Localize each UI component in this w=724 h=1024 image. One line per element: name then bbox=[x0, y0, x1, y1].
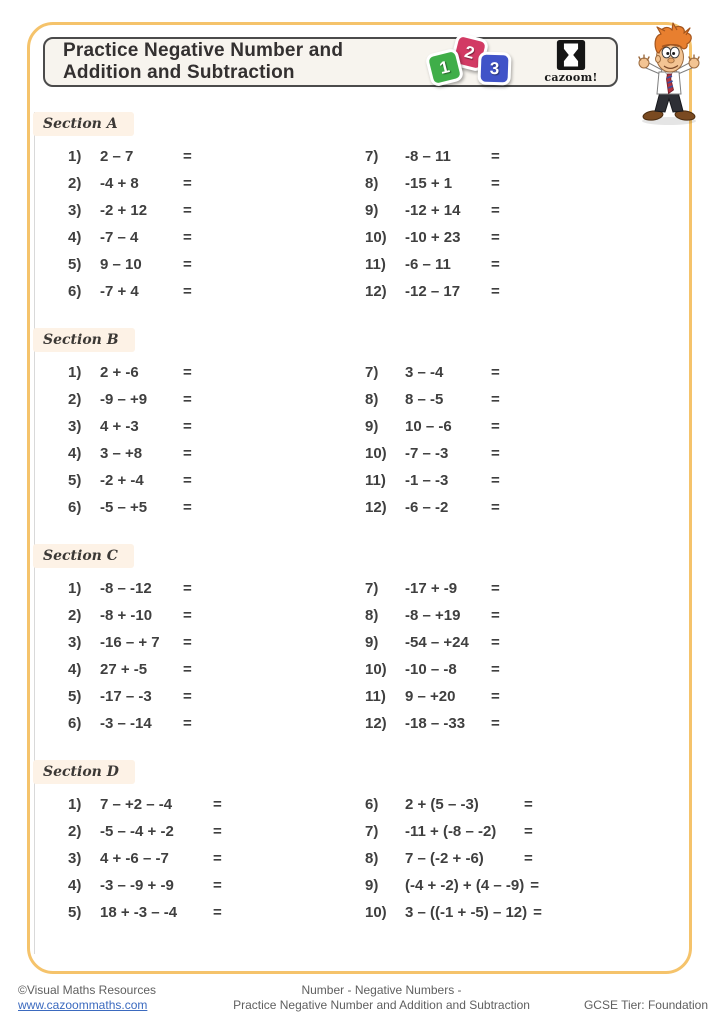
problem-number: 8) bbox=[365, 391, 379, 408]
problem-expression: -1 – -3 bbox=[405, 472, 449, 489]
problem-row bbox=[365, 143, 695, 170]
problem-number: 1) bbox=[68, 796, 82, 813]
equals-sign: = bbox=[491, 202, 500, 219]
equals-sign: = bbox=[183, 148, 192, 165]
problem-expression: -10 + 23 bbox=[405, 229, 461, 246]
problem-number: 9) bbox=[365, 634, 379, 651]
gcse-tier-text: GCSE Tier: Foundation bbox=[583, 998, 708, 1012]
equals-sign: = bbox=[183, 229, 192, 246]
problem-expression: 3 – +8 bbox=[100, 445, 143, 462]
problem-row bbox=[68, 683, 365, 710]
problem-number: 7) bbox=[365, 580, 379, 597]
section-heading: Section D bbox=[33, 760, 135, 784]
problem-expression: 2 + (5 – -3) bbox=[405, 796, 479, 813]
problem-expression: -18 – -33 bbox=[405, 715, 466, 732]
problem-row bbox=[68, 629, 365, 656]
problem-number: 6) bbox=[68, 283, 82, 300]
problem-number: 10) bbox=[365, 445, 387, 462]
equals-sign: = bbox=[491, 634, 500, 651]
problem-row bbox=[365, 899, 695, 926]
equals-sign: = bbox=[491, 580, 500, 597]
problem-expression: -17 – -3 bbox=[100, 688, 152, 705]
equals-sign: = bbox=[213, 796, 222, 813]
section-column-left bbox=[27, 575, 365, 737]
problem-number: 5) bbox=[68, 904, 82, 921]
equals-sign: = bbox=[524, 796, 533, 813]
problem-row bbox=[365, 494, 695, 521]
cazoom-logo bbox=[540, 40, 602, 84]
section-columns bbox=[27, 575, 695, 737]
problem-expression: -8 – -12 bbox=[100, 580, 152, 597]
equals-sign: = bbox=[491, 148, 500, 165]
equals-sign: = bbox=[183, 715, 192, 732]
problem-row bbox=[68, 143, 365, 170]
problem-number: 5) bbox=[68, 472, 82, 489]
problem-number: 4) bbox=[68, 661, 82, 678]
problem-number: 7) bbox=[365, 364, 379, 381]
problem-row bbox=[365, 359, 695, 386]
problem-expression: -4 + 8 bbox=[100, 175, 139, 192]
equals-sign: = bbox=[183, 175, 192, 192]
problem-expression: -6 – 11 bbox=[405, 256, 451, 273]
cazoom-hourglass-icon bbox=[556, 40, 586, 70]
problem-expression: -8 – 11 bbox=[405, 148, 451, 165]
problem-expression: 7 – (-2 + -6) bbox=[405, 850, 484, 867]
equals-sign: = bbox=[183, 499, 192, 516]
problem-row bbox=[68, 170, 365, 197]
worksheet-title-box bbox=[43, 37, 618, 87]
problem-number: 6) bbox=[68, 499, 82, 516]
problem-expression: -9 – +9 bbox=[100, 391, 148, 408]
problem-expression: -12 + 14 bbox=[405, 202, 461, 219]
page-footer bbox=[0, 983, 724, 1013]
equals-sign: = bbox=[213, 823, 222, 840]
equals-sign: = bbox=[183, 688, 192, 705]
footer-attribution bbox=[0, 983, 185, 1013]
equals-sign: = bbox=[491, 391, 500, 408]
copyright-text: ©Visual Maths Resources bbox=[18, 983, 157, 997]
problem-row bbox=[365, 791, 695, 818]
problem-row bbox=[365, 413, 695, 440]
footer-topic bbox=[185, 983, 578, 1013]
worksheet-section bbox=[27, 760, 695, 926]
problem-number: 1) bbox=[68, 148, 82, 165]
worksheet-section bbox=[27, 544, 695, 737]
problem-row bbox=[68, 575, 365, 602]
problem-expression: 18 + -3 – -4 bbox=[100, 904, 178, 921]
problem-expression: 4 + -6 – -7 bbox=[100, 850, 169, 867]
problem-row bbox=[68, 197, 365, 224]
problem-row bbox=[68, 494, 365, 521]
problem-number: 3) bbox=[68, 850, 82, 867]
problem-expression: 2 + -6 bbox=[100, 364, 139, 381]
problem-row bbox=[68, 359, 365, 386]
problem-expression: -3 – -9 + -9 bbox=[100, 877, 174, 894]
problem-row bbox=[365, 818, 695, 845]
problem-number: 11) bbox=[365, 688, 386, 705]
problem-row bbox=[365, 683, 695, 710]
equals-sign: = bbox=[183, 202, 192, 219]
problem-number: 8) bbox=[365, 607, 379, 624]
footer-topic-line2: Practice Negative Number and Addition and Subtraction bbox=[233, 998, 530, 1012]
equals-sign: = bbox=[491, 715, 500, 732]
equals-sign: = bbox=[183, 580, 192, 597]
equals-sign: = bbox=[183, 256, 192, 273]
problem-number: 4) bbox=[68, 445, 82, 462]
equals-sign: = bbox=[183, 391, 192, 408]
sections bbox=[27, 112, 695, 926]
equals-sign: = bbox=[491, 445, 500, 462]
problem-expression: -16 – + 7 bbox=[100, 634, 160, 651]
worksheet-section bbox=[27, 112, 695, 305]
problem-row bbox=[68, 791, 365, 818]
problem-expression: 10 – -6 bbox=[405, 418, 452, 435]
problem-number: 7) bbox=[365, 823, 379, 840]
problem-expression: 3 – ((-1 + -5) – 12) bbox=[405, 904, 528, 921]
equals-sign: = bbox=[530, 877, 539, 894]
problem-row bbox=[365, 602, 695, 629]
section-column-left bbox=[27, 359, 365, 521]
equals-sign: = bbox=[491, 607, 500, 624]
problem-number: 7) bbox=[365, 148, 379, 165]
problem-number: 3) bbox=[68, 418, 82, 435]
cazoom-wordmark: cazoom! bbox=[544, 71, 598, 84]
equals-sign: = bbox=[183, 418, 192, 435]
problem-number: 11) bbox=[365, 256, 386, 273]
123-tiles-logo bbox=[428, 39, 514, 85]
problem-row bbox=[68, 413, 365, 440]
equals-sign: = bbox=[213, 877, 222, 894]
equals-sign: = bbox=[491, 175, 500, 192]
equals-sign: = bbox=[213, 850, 222, 867]
problem-row bbox=[68, 656, 365, 683]
section-columns bbox=[27, 143, 695, 305]
problem-number: 12) bbox=[365, 283, 387, 300]
problem-row bbox=[68, 845, 365, 872]
problem-number: 9) bbox=[365, 418, 379, 435]
section-heading: Section B bbox=[33, 328, 135, 352]
equals-sign: = bbox=[183, 661, 192, 678]
equals-sign: = bbox=[524, 850, 533, 867]
section-heading: Section A bbox=[33, 112, 134, 136]
problem-number: 3) bbox=[68, 202, 82, 219]
section-column-left bbox=[27, 791, 365, 926]
problem-number: 5) bbox=[68, 688, 82, 705]
equals-sign: = bbox=[491, 283, 500, 300]
problem-number: 1) bbox=[68, 580, 82, 597]
equals-sign: = bbox=[183, 364, 192, 381]
worksheet-title-line2: Addition and Subtraction bbox=[63, 62, 295, 83]
problem-row bbox=[365, 629, 695, 656]
section-columns bbox=[27, 359, 695, 521]
equals-sign: = bbox=[183, 607, 192, 624]
problem-row bbox=[365, 710, 695, 737]
problem-row bbox=[68, 224, 365, 251]
cazoom-mascot-icon bbox=[624, 22, 714, 126]
cazoommaths-link[interactable]: www.cazoommaths.com bbox=[18, 998, 148, 1012]
problem-row bbox=[68, 467, 365, 494]
problem-expression: 9 – 10 bbox=[100, 256, 142, 273]
problem-expression: -2 + 12 bbox=[100, 202, 148, 219]
section-column-left bbox=[27, 143, 365, 305]
number-tile-1: 1 bbox=[424, 47, 464, 87]
problem-row bbox=[68, 278, 365, 305]
footer-topic-line1: Number - Negative Numbers - bbox=[301, 983, 462, 997]
problem-number: 2) bbox=[68, 607, 82, 624]
problem-expression: 4 + -3 bbox=[100, 418, 139, 435]
equals-sign: = bbox=[524, 823, 533, 840]
problem-row bbox=[365, 386, 695, 413]
section-column-right bbox=[365, 791, 695, 926]
problem-row bbox=[68, 440, 365, 467]
equals-sign: = bbox=[491, 229, 500, 246]
equals-sign: = bbox=[183, 445, 192, 462]
problem-expression: -3 – -14 bbox=[100, 715, 152, 732]
problem-row bbox=[365, 251, 695, 278]
equals-sign: = bbox=[533, 904, 542, 921]
problem-row bbox=[68, 710, 365, 737]
problem-number: 3) bbox=[68, 634, 82, 651]
problem-number: 8) bbox=[365, 175, 379, 192]
problem-row bbox=[68, 872, 365, 899]
problem-number: 1) bbox=[68, 364, 82, 381]
problem-expression: 9 – +20 bbox=[405, 688, 456, 705]
problem-number: 11) bbox=[365, 472, 386, 489]
worksheet-title bbox=[45, 40, 428, 84]
problem-expression: 27 + -5 bbox=[100, 661, 148, 678]
problem-row bbox=[365, 467, 695, 494]
problem-number: 4) bbox=[68, 877, 82, 894]
equals-sign: = bbox=[491, 364, 500, 381]
problem-number: 12) bbox=[365, 715, 387, 732]
problem-row bbox=[68, 818, 365, 845]
number-tile-3: 3 bbox=[477, 51, 511, 85]
problem-expression: -6 – -2 bbox=[405, 499, 449, 516]
problem-expression: -7 – 4 bbox=[100, 229, 139, 246]
problem-row bbox=[365, 575, 695, 602]
section-columns bbox=[27, 791, 695, 926]
problem-expression: 8 – -5 bbox=[405, 391, 444, 408]
problem-row bbox=[68, 899, 365, 926]
problem-number: 2) bbox=[68, 175, 82, 192]
problem-row bbox=[68, 251, 365, 278]
problem-row bbox=[365, 224, 695, 251]
problem-row bbox=[68, 386, 365, 413]
problem-number: 10) bbox=[365, 229, 387, 246]
problem-number: 2) bbox=[68, 391, 82, 408]
section-column-right bbox=[365, 143, 695, 305]
problem-expression: 7 – +2 – -4 bbox=[100, 796, 173, 813]
section-heading: Section C bbox=[33, 544, 134, 568]
worksheet-section bbox=[27, 328, 695, 521]
problem-expression: -7 + 4 bbox=[100, 283, 139, 300]
problem-number: 6) bbox=[68, 715, 82, 732]
equals-sign: = bbox=[491, 688, 500, 705]
equals-sign: = bbox=[491, 256, 500, 273]
problem-row bbox=[365, 278, 695, 305]
section-column-right bbox=[365, 575, 695, 737]
equals-sign: = bbox=[491, 661, 500, 678]
problem-expression: 2 – 7 bbox=[100, 148, 134, 165]
problem-number: 6) bbox=[365, 796, 379, 813]
problem-number: 2) bbox=[68, 823, 82, 840]
equals-sign: = bbox=[491, 472, 500, 489]
problem-number: 10) bbox=[365, 661, 387, 678]
problem-row bbox=[365, 197, 695, 224]
problem-expression: -10 – -8 bbox=[405, 661, 457, 678]
problem-row bbox=[365, 845, 695, 872]
problem-number: 10) bbox=[365, 904, 387, 921]
problem-row bbox=[68, 602, 365, 629]
problem-expression: -5 – -4 + -2 bbox=[100, 823, 174, 840]
problem-expression: -7 – -3 bbox=[405, 445, 449, 462]
equals-sign: = bbox=[491, 499, 500, 516]
problem-number: 12) bbox=[365, 499, 387, 516]
problem-expression: -15 + 1 bbox=[405, 175, 453, 192]
number-tile-2: 2 bbox=[449, 32, 489, 72]
equals-sign: = bbox=[183, 634, 192, 651]
problem-row bbox=[365, 872, 695, 899]
equals-sign: = bbox=[183, 472, 192, 489]
equals-sign: = bbox=[213, 904, 222, 921]
worksheet-title-line1: Practice Negative Number and bbox=[63, 40, 344, 61]
equals-sign: = bbox=[491, 418, 500, 435]
problem-expression: -5 – +5 bbox=[100, 499, 148, 516]
problem-row bbox=[365, 170, 695, 197]
problem-number: 5) bbox=[68, 256, 82, 273]
problem-expression: -11 + (-8 – -2) bbox=[405, 823, 497, 840]
problem-row bbox=[365, 440, 695, 467]
problem-expression: -8 – +19 bbox=[405, 607, 461, 624]
problem-number: 9) bbox=[365, 877, 379, 894]
footer-tier bbox=[578, 998, 724, 1013]
problem-number: 4) bbox=[68, 229, 82, 246]
problem-number: 9) bbox=[365, 202, 379, 219]
problem-row bbox=[365, 656, 695, 683]
problem-expression: 3 – -4 bbox=[405, 364, 444, 381]
problem-expression: (-4 + -2) + (4 – -9) bbox=[405, 877, 525, 894]
problem-expression: -12 – 17 bbox=[405, 283, 461, 300]
problem-expression: -17 + -9 bbox=[405, 580, 458, 597]
problem-expression: -54 – +24 bbox=[405, 634, 469, 651]
problem-expression: -2 + -4 bbox=[100, 472, 144, 489]
equals-sign: = bbox=[183, 283, 192, 300]
problem-number: 8) bbox=[365, 850, 379, 867]
section-column-right bbox=[365, 359, 695, 521]
problem-expression: -8 + -10 bbox=[100, 607, 153, 624]
